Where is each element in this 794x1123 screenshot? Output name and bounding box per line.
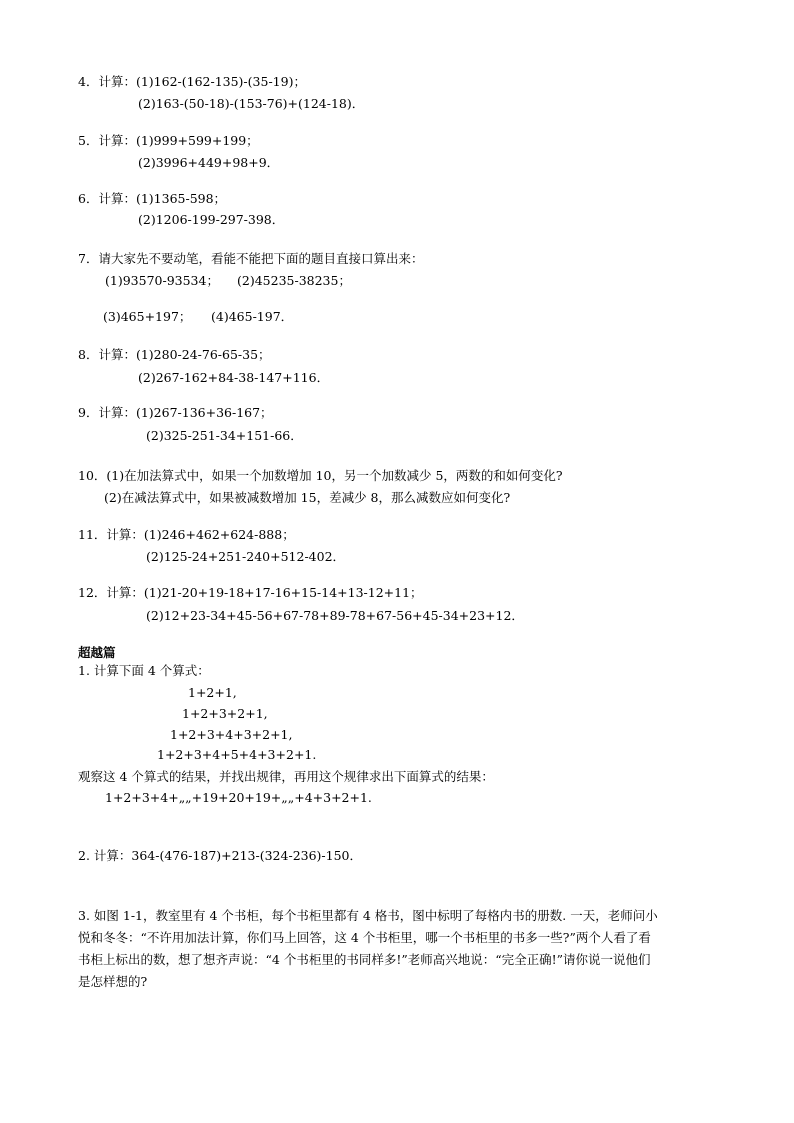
problem-8-line-1: 8．计算：(1)280-24-76-65-35； <box>78 347 271 362</box>
problem-12-line-1: 12．计算：(1)21-20+19-18+17-16+15-14+13-12+11； <box>78 585 423 600</box>
problem-11-line-1: 11．计算：(1)246+462+624-888； <box>78 527 295 542</box>
section-q1-observe: 观察这 4 个算式的结果，并找出规律，再用这个规律求出下面算式的结果： <box>78 769 494 784</box>
section-q3-line-4: 是怎样想的? <box>78 974 148 989</box>
problem-4-line-2: (2)163-(50-18)-(153-76)+(124-18)． <box>138 96 365 111</box>
problem-5-line-2: (2)3996+449+98+9． <box>138 155 280 170</box>
section-title: 超越篇 <box>78 645 116 660</box>
problem-9-line-2: (2)325-251-34+151-66． <box>146 428 303 443</box>
problem-10-line-1: 10．(1)在加法算式中，如果一个加数增加 10，另一个加数减少 5，两数的和如何变化? <box>78 468 563 483</box>
problem-7-line-1: 7．请大家先不要动笔，看能不能把下面的题目直接口算出来： <box>78 251 424 266</box>
problem-9-line-1: 9．计算：(1)267-136+36-167； <box>78 405 273 420</box>
section-q1-expr-1: 1+2+1, <box>188 685 237 700</box>
problem-7-item-3: (3)465+197； <box>103 309 192 324</box>
problem-6-line-1: 6．计算：(1)1365-598； <box>78 191 227 206</box>
section-q1-target: 1+2+3+4+„„+19+20+19+„„+4+3+2+1. <box>105 790 372 805</box>
problem-4-line-1: 4．计算：(1)162-(162-135)-(35-19)； <box>78 74 306 89</box>
problem-8-line-2: (2)267-162+84-38-147+116． <box>138 370 330 385</box>
section-q1-intro: 1. 计算下面 4 个算式： <box>78 663 210 678</box>
section-q1-expr-4: 1+2+3+4+5+4+3+2+1. <box>157 747 317 762</box>
problem-5-line-1: 5．计算：(1)999+599+199； <box>78 133 259 148</box>
problem-7-item-1: (1)93570-93534； <box>105 273 219 288</box>
section-q1-expr-3: 1+2+3+4+3+2+1, <box>170 727 293 742</box>
problem-7-item-4: (4)465-197． <box>211 309 294 324</box>
problem-7-item-2: (2)45235-38235； <box>237 273 351 288</box>
section-q3-line-1: 3. 如图 1-1，教室里有 4 个书柜，每个书柜里都有 4 格书，图中标明了每格内书的册数. 一天，老师问小 <box>78 908 658 923</box>
problem-11-line-2: (2)125-24+251-240+512-402． <box>146 549 346 564</box>
section-q3-line-2: 悦和冬冬：“不许用加法计算，你们马上回答，这 4 个书柜里，哪一个书柜里的书多一些?”两个人看了看 <box>78 930 651 945</box>
problem-12-line-2: (2)12+23-34+45-56+67-78+89-78+67-56+45-34+23+12． <box>146 608 524 623</box>
section-q1-expr-2: 1+2+3+2+1, <box>182 706 268 721</box>
section-q2: 2. 计算：364-(476-187)+213-(324-236)-150． <box>78 848 363 863</box>
problem-6-line-2: (2)1206-199-297-398． <box>138 212 285 227</box>
section-q3-line-3: 书柜上标出的数，想了想齐声说：“4 个书柜里的书同样多!”老师高兴地说：“完全正确!”请你说一说他们 <box>78 952 651 967</box>
problem-10-line-2: (2)在减法算式中，如果被减数增加 15，差减少 8，那么减数应如何变化? <box>104 490 511 505</box>
